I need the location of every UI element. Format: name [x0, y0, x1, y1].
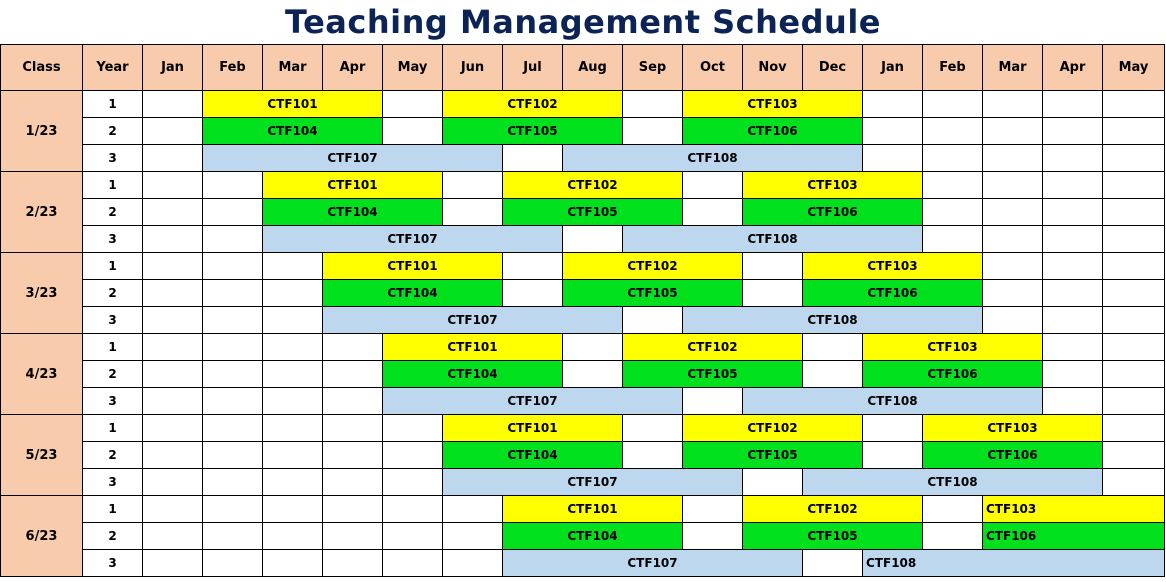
- empty-cell: [263, 415, 323, 442]
- page-title: Teaching Management Schedule: [285, 3, 881, 41]
- empty-cell: [263, 469, 323, 496]
- empty-cell: [263, 307, 323, 334]
- empty-cell: [143, 280, 203, 307]
- empty-cell: [923, 226, 983, 253]
- course-bar: CTF108: [803, 469, 1103, 496]
- empty-cell: [923, 118, 983, 145]
- empty-cell: [863, 91, 923, 118]
- empty-cell: [1043, 91, 1103, 118]
- empty-cell: [323, 496, 383, 523]
- empty-cell: [203, 199, 263, 226]
- empty-cell: [383, 523, 443, 550]
- empty-cell: [143, 199, 203, 226]
- empty-cell: [143, 226, 203, 253]
- year-label: 2: [83, 523, 143, 550]
- empty-cell: [203, 469, 263, 496]
- year-label: 1: [83, 253, 143, 280]
- empty-cell: [623, 307, 683, 334]
- schedule-row: [1, 550, 1165, 577]
- schedule-row: [1, 91, 1165, 118]
- course-bar: CTF108: [623, 226, 923, 253]
- empty-cell: [623, 91, 683, 118]
- empty-cell: [1043, 307, 1103, 334]
- empty-cell: [443, 523, 503, 550]
- schedule-row: [1, 388, 1165, 415]
- schedule-row: [1, 307, 1165, 334]
- empty-cell: [143, 253, 203, 280]
- empty-cell: [323, 523, 383, 550]
- class-label: 2/23: [1, 172, 83, 253]
- empty-cell: [323, 469, 383, 496]
- empty-cell: [623, 415, 683, 442]
- empty-cell: [1043, 199, 1103, 226]
- empty-cell: [143, 91, 203, 118]
- empty-cell: [263, 442, 323, 469]
- header-month: Apr: [323, 45, 383, 91]
- schedule-row: [1, 415, 1165, 442]
- schedule-table: [0, 44, 1165, 577]
- empty-cell: [1043, 172, 1103, 199]
- empty-cell: [563, 226, 623, 253]
- header-month: Jan: [863, 45, 923, 91]
- empty-cell: [263, 361, 323, 388]
- course-bar: CTF101: [323, 253, 503, 280]
- schedule-row: [1, 469, 1165, 496]
- empty-cell: [983, 253, 1043, 280]
- empty-cell: [143, 361, 203, 388]
- schedule-row: [1, 496, 1165, 523]
- empty-cell: [383, 550, 443, 577]
- empty-cell: [683, 199, 743, 226]
- empty-cell: [143, 334, 203, 361]
- empty-cell: [503, 145, 563, 172]
- empty-cell: [323, 361, 383, 388]
- empty-cell: [263, 523, 323, 550]
- header-month: Jul: [503, 45, 563, 91]
- empty-cell: [1103, 226, 1165, 253]
- empty-cell: [983, 280, 1043, 307]
- course-bar: CTF101: [263, 172, 443, 199]
- course-bar: CTF105: [623, 361, 803, 388]
- course-bar: CTF107: [383, 388, 683, 415]
- course-bar: CTF104: [263, 199, 443, 226]
- empty-cell: [383, 442, 443, 469]
- header-class: Class: [1, 45, 83, 91]
- course-bar: CTF108: [743, 388, 1043, 415]
- empty-cell: [863, 442, 923, 469]
- empty-cell: [143, 469, 203, 496]
- empty-cell: [743, 280, 803, 307]
- class-label: 5/23: [1, 415, 83, 496]
- empty-cell: [1103, 118, 1165, 145]
- empty-cell: [503, 253, 563, 280]
- course-bar: CTF108: [863, 550, 1165, 577]
- course-bar: CTF101: [203, 91, 383, 118]
- course-bar: CTF106: [923, 442, 1103, 469]
- class-label: 3/23: [1, 253, 83, 334]
- empty-cell: [983, 91, 1043, 118]
- course-bar: CTF106: [983, 523, 1165, 550]
- empty-cell: [983, 145, 1043, 172]
- class-label: 4/23: [1, 334, 83, 415]
- course-bar: CTF107: [263, 226, 563, 253]
- year-label: 1: [83, 172, 143, 199]
- empty-cell: [983, 307, 1043, 334]
- course-bar: CTF106: [803, 280, 983, 307]
- course-bar: CTF105: [563, 280, 743, 307]
- schedule-row: [1, 361, 1165, 388]
- empty-cell: [203, 415, 263, 442]
- empty-cell: [1043, 253, 1103, 280]
- empty-cell: [683, 172, 743, 199]
- course-bar: CTF102: [443, 91, 623, 118]
- header-month: Nov: [743, 45, 803, 91]
- empty-cell: [1043, 361, 1103, 388]
- empty-cell: [623, 442, 683, 469]
- empty-cell: [443, 172, 503, 199]
- empty-cell: [203, 334, 263, 361]
- header-month: May: [383, 45, 443, 91]
- empty-cell: [443, 496, 503, 523]
- empty-cell: [263, 253, 323, 280]
- schedule-row: [1, 334, 1165, 361]
- empty-cell: [143, 415, 203, 442]
- schedule-row: [1, 145, 1165, 172]
- course-bar: CTF105: [683, 442, 863, 469]
- year-label: 1: [83, 496, 143, 523]
- empty-cell: [983, 172, 1043, 199]
- empty-cell: [203, 442, 263, 469]
- course-bar: CTF105: [443, 118, 623, 145]
- schedule-row: [1, 280, 1165, 307]
- empty-cell: [1103, 415, 1165, 442]
- empty-cell: [263, 388, 323, 415]
- course-bar: CTF103: [743, 172, 923, 199]
- schedule-row: [1, 442, 1165, 469]
- empty-cell: [323, 334, 383, 361]
- year-label: 2: [83, 199, 143, 226]
- header-month: Jun: [443, 45, 503, 91]
- course-bar: CTF107: [443, 469, 743, 496]
- empty-cell: [803, 361, 863, 388]
- course-bar: CTF103: [863, 334, 1043, 361]
- empty-cell: [1103, 307, 1165, 334]
- empty-cell: [383, 91, 443, 118]
- empty-cell: [683, 388, 743, 415]
- year-label: 3: [83, 469, 143, 496]
- empty-cell: [1103, 334, 1165, 361]
- year-label: 2: [83, 280, 143, 307]
- year-label: 1: [83, 334, 143, 361]
- empty-cell: [923, 91, 983, 118]
- empty-cell: [383, 415, 443, 442]
- empty-cell: [1103, 442, 1165, 469]
- header-month: Aug: [563, 45, 623, 91]
- empty-cell: [803, 550, 863, 577]
- empty-cell: [203, 307, 263, 334]
- empty-cell: [563, 361, 623, 388]
- header-year: Year: [83, 45, 143, 91]
- schedule-row: [1, 523, 1165, 550]
- header-month: Feb: [203, 45, 263, 91]
- course-bar: CTF108: [683, 307, 983, 334]
- class-label: 1/23: [1, 91, 83, 172]
- empty-cell: [743, 469, 803, 496]
- header-month: May: [1103, 45, 1165, 91]
- empty-cell: [143, 523, 203, 550]
- course-bar: CTF103: [923, 415, 1103, 442]
- year-label: 2: [83, 361, 143, 388]
- empty-cell: [863, 415, 923, 442]
- course-bar: CTF105: [503, 199, 683, 226]
- empty-cell: [1043, 334, 1103, 361]
- empty-cell: [263, 550, 323, 577]
- header-month: Mar: [983, 45, 1043, 91]
- empty-cell: [623, 118, 683, 145]
- year-label: 3: [83, 226, 143, 253]
- course-bar: CTF102: [683, 415, 863, 442]
- empty-cell: [143, 388, 203, 415]
- year-label: 2: [83, 442, 143, 469]
- empty-cell: [1103, 361, 1165, 388]
- year-label: 3: [83, 145, 143, 172]
- empty-cell: [983, 118, 1043, 145]
- course-bar: CTF107: [203, 145, 503, 172]
- course-bar: CTF104: [383, 361, 563, 388]
- course-bar: CTF103: [803, 253, 983, 280]
- year-label: 3: [83, 307, 143, 334]
- course-bar: CTF103: [983, 496, 1165, 523]
- header-month: Mar: [263, 45, 323, 91]
- header-month: Feb: [923, 45, 983, 91]
- course-bar: CTF106: [863, 361, 1043, 388]
- empty-cell: [863, 145, 923, 172]
- empty-cell: [323, 388, 383, 415]
- course-bar: CTF104: [503, 523, 683, 550]
- course-bar: CTF101: [503, 496, 683, 523]
- empty-cell: [1103, 253, 1165, 280]
- empty-cell: [1103, 388, 1165, 415]
- course-bar: CTF102: [743, 496, 923, 523]
- schedule-row: [1, 226, 1165, 253]
- empty-cell: [203, 280, 263, 307]
- empty-cell: [143, 172, 203, 199]
- empty-cell: [683, 496, 743, 523]
- empty-cell: [443, 199, 503, 226]
- class-label: 6/23: [1, 496, 83, 577]
- empty-cell: [383, 469, 443, 496]
- year-label: 2: [83, 118, 143, 145]
- course-bar: CTF102: [623, 334, 803, 361]
- empty-cell: [1103, 172, 1165, 199]
- course-bar: CTF108: [563, 145, 863, 172]
- empty-cell: [863, 118, 923, 145]
- empty-cell: [923, 199, 983, 226]
- empty-cell: [1103, 280, 1165, 307]
- empty-cell: [203, 226, 263, 253]
- course-bar: CTF102: [563, 253, 743, 280]
- empty-cell: [923, 172, 983, 199]
- course-bar: CTF104: [323, 280, 503, 307]
- empty-cell: [563, 334, 623, 361]
- empty-cell: [803, 334, 863, 361]
- course-bar: CTF102: [503, 172, 683, 199]
- schedule-row: [1, 199, 1165, 226]
- empty-cell: [923, 145, 983, 172]
- empty-cell: [203, 253, 263, 280]
- empty-cell: [263, 334, 323, 361]
- empty-cell: [203, 388, 263, 415]
- empty-cell: [323, 415, 383, 442]
- empty-cell: [203, 172, 263, 199]
- empty-cell: [143, 307, 203, 334]
- empty-cell: [203, 361, 263, 388]
- empty-cell: [443, 550, 503, 577]
- header-month: Jan: [143, 45, 203, 91]
- empty-cell: [1103, 91, 1165, 118]
- empty-cell: [143, 118, 203, 145]
- empty-cell: [923, 496, 983, 523]
- year-label: 1: [83, 91, 143, 118]
- course-bar: CTF106: [683, 118, 863, 145]
- schedule-row: [1, 172, 1165, 199]
- empty-cell: [1043, 388, 1103, 415]
- course-bar: CTF101: [443, 415, 623, 442]
- empty-cell: [1043, 145, 1103, 172]
- course-bar: CTF104: [443, 442, 623, 469]
- course-bar: CTF103: [683, 91, 863, 118]
- schedule-row: [1, 118, 1165, 145]
- empty-cell: [203, 523, 263, 550]
- empty-cell: [1103, 199, 1165, 226]
- empty-cell: [203, 550, 263, 577]
- empty-cell: [683, 523, 743, 550]
- empty-cell: [1043, 226, 1103, 253]
- year-label: 3: [83, 388, 143, 415]
- empty-cell: [143, 145, 203, 172]
- course-bar: CTF106: [743, 199, 923, 226]
- empty-cell: [143, 550, 203, 577]
- course-bar: CTF107: [503, 550, 803, 577]
- empty-cell: [983, 226, 1043, 253]
- empty-cell: [743, 253, 803, 280]
- empty-cell: [923, 523, 983, 550]
- empty-cell: [323, 442, 383, 469]
- empty-cell: [203, 496, 263, 523]
- empty-cell: [143, 442, 203, 469]
- header-month: Sep: [623, 45, 683, 91]
- empty-cell: [263, 496, 323, 523]
- course-bar: CTF107: [323, 307, 623, 334]
- empty-cell: [1043, 118, 1103, 145]
- course-bar: CTF104: [203, 118, 383, 145]
- empty-cell: [263, 280, 323, 307]
- empty-cell: [1103, 145, 1165, 172]
- empty-cell: [383, 118, 443, 145]
- year-label: 3: [83, 550, 143, 577]
- header-month: Oct: [683, 45, 743, 91]
- empty-cell: [1103, 469, 1165, 496]
- course-bar: CTF105: [743, 523, 923, 550]
- empty-cell: [983, 199, 1043, 226]
- header-month: Apr: [1043, 45, 1103, 91]
- course-bar: CTF101: [383, 334, 563, 361]
- empty-cell: [383, 496, 443, 523]
- header-row: [1, 45, 1165, 91]
- header-month: Dec: [803, 45, 863, 91]
- empty-cell: [1043, 280, 1103, 307]
- empty-cell: [143, 496, 203, 523]
- empty-cell: [323, 550, 383, 577]
- schedule-row: [1, 253, 1165, 280]
- year-label: 1: [83, 415, 143, 442]
- empty-cell: [503, 280, 563, 307]
